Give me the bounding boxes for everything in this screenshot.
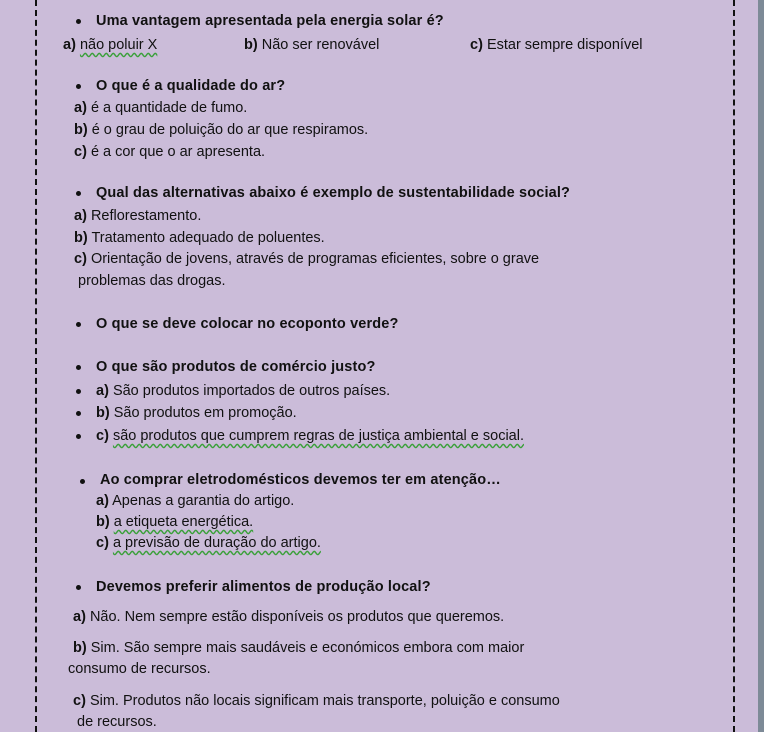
option-text: não poluir X xyxy=(79,37,158,53)
q1-option-c xyxy=(470,36,642,54)
option-letter: b) xyxy=(96,405,110,421)
question-1: Uma vantagem apresentada pela energia solar é? xyxy=(96,13,444,29)
bullet-icon xyxy=(76,19,81,24)
option-text: Tratamento adequado de poluentes. xyxy=(91,230,325,246)
option-text: é a quantidade de fumo. xyxy=(90,100,248,116)
option-letter: a) xyxy=(74,208,87,224)
bullet-icon xyxy=(76,434,81,439)
option-text: a previsão de duração do artigo. xyxy=(112,535,321,551)
q7-option-b-continuation: consumo de recursos. xyxy=(68,661,211,677)
q7-option-c xyxy=(73,692,560,710)
option-letter: b) xyxy=(96,514,110,530)
option-text: Sim. São sempre mais saudáveis e económicos embora com maior xyxy=(90,640,525,656)
question-3: Qual das alternativas abaixo é exemplo de sustentabilidade social? xyxy=(96,185,571,201)
question-2: O que é a qualidade do ar? xyxy=(96,78,286,94)
option-text: São produtos importados de outros países. xyxy=(112,383,391,399)
option-text: Estar sempre disponível xyxy=(486,37,643,53)
question-6: Ao comprar eletrodomésticos devemos ter em atenção… xyxy=(100,472,501,488)
bullet-icon xyxy=(80,479,85,484)
option-letter: c) xyxy=(74,251,87,267)
q3-option-c xyxy=(74,250,539,268)
q5-option-a xyxy=(96,382,390,400)
q5-option-b xyxy=(96,404,297,422)
question-7: Devemos preferir alimentos de produção local? xyxy=(96,579,431,595)
option-letter: a) xyxy=(96,493,109,509)
option-letter: c) xyxy=(96,535,109,551)
left-dashed-border xyxy=(35,0,37,732)
option-letter: c) xyxy=(470,37,483,53)
q3-option-a xyxy=(74,207,201,225)
bullet-icon xyxy=(76,411,81,416)
option-letter: c) xyxy=(96,428,109,444)
option-text: Apenas a garantia do artigo. xyxy=(112,493,295,509)
q6-option-c xyxy=(96,534,321,552)
q6-option-b xyxy=(96,513,253,531)
bullet-icon xyxy=(76,365,81,370)
option-letter: a) xyxy=(96,383,109,399)
option-text: é o grau de poluição do ar que respiramos. xyxy=(91,122,369,138)
bullet-icon xyxy=(76,389,81,394)
option-letter: b) xyxy=(74,230,88,246)
q3-option-b xyxy=(74,229,325,247)
option-letter: b) xyxy=(244,37,258,53)
option-text: são produtos que cumprem regras de justiça ambiental e social. xyxy=(112,428,524,444)
option-text: Orientação de jovens, através de programas eficientes, sobre o grave xyxy=(90,251,540,267)
option-letter: c) xyxy=(73,693,86,709)
option-letter: a) xyxy=(63,37,76,53)
q1-option-a xyxy=(63,36,157,54)
q7-option-c-continuation: de recursos. xyxy=(77,714,157,730)
right-dashed-border xyxy=(733,0,735,732)
q6-option-a xyxy=(96,492,294,510)
q7-option-a xyxy=(73,608,504,626)
q2-option-c xyxy=(74,143,265,161)
option-text: Não ser renovável xyxy=(261,37,380,53)
option-letter: a) xyxy=(74,100,87,116)
bullet-icon xyxy=(76,191,81,196)
option-letter: c) xyxy=(74,144,87,160)
option-text: Sim. Produtos não locais significam mais transporte, poluição e consumo xyxy=(89,693,560,709)
option-text: a etiqueta energética. xyxy=(113,514,254,530)
option-text: Não. Nem sempre estão disponíveis os produtos que queremos. xyxy=(89,609,505,625)
option-letter: a) xyxy=(73,609,86,625)
bullet-icon xyxy=(76,322,81,327)
q5-option-c xyxy=(96,427,524,445)
question-4: O que se deve colocar no ecoponto verde? xyxy=(96,316,399,332)
q7-option-b xyxy=(73,639,524,657)
bullet-icon xyxy=(76,585,81,590)
q2-option-b xyxy=(74,121,368,139)
option-text: São produtos em promoção. xyxy=(113,405,297,421)
option-text: Reflorestamento. xyxy=(90,208,202,224)
q3-option-c-continuation: problemas das drogas. xyxy=(78,273,226,289)
option-letter: b) xyxy=(74,122,88,138)
question-5: O que são produtos de comércio justo? xyxy=(96,359,376,375)
bullet-icon xyxy=(76,84,81,89)
q1-option-b xyxy=(244,36,379,54)
q2-option-a xyxy=(74,99,247,117)
option-text: é a cor que o ar apresenta. xyxy=(90,144,266,160)
option-letter: b) xyxy=(73,640,87,656)
